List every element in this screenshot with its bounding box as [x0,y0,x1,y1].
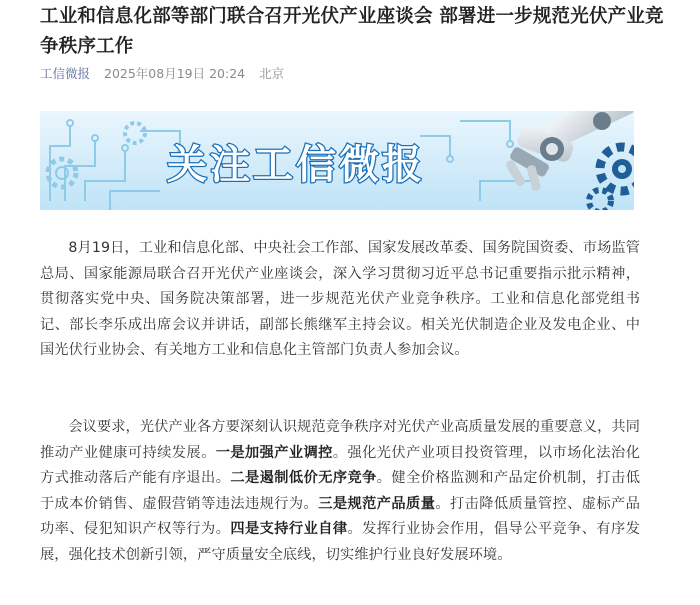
publish-date: 2025年08月19日 20:24 [104,66,246,81]
paragraph-text: 。健全价格监测和产品定价机制，打击低于成本价销售、虚假营销等违法违规行为。 [40,470,640,512]
paragraph-text: 。发挥行业协会作用，倡导公平竞争、有序发展，强化技术创新引领，严守质量安全底线，切实维护行业良好发展环境。 [40,521,640,563]
emphasis-text: 四是支持行业自律 [230,521,348,537]
emphasis-text: 二是遏制低价无序竞争 [230,470,377,486]
banner-graphic [40,111,634,210]
publish-location: 北京 [259,66,285,81]
paragraph-text: 会议要求，光伏产业各方要深刻认识规范竞争秩序对光伏产业高质量发展的重要意义，共同推动产业健康可持续发展。 [40,419,640,461]
paragraph-2 [40,415,640,568]
paragraph-text: 8月19日，工业和信息化部、中央社会工作部、国家发展改革委、国务院国资委、市场监管总局、国家能源局联合召开光伏产业座谈会，深入学习贯彻习近平总书记重要指示批示精神，贯彻落实党中央、国务院决策部署，进一步规范光伏产业竞争秩序。工业和信息化部党组书记、部长李乐成出席会议并讲话，副部长熊继军主持会议。相关光伏制造企业及发电企业、中国光伏行业协会、有关地方工业和信息化主管部门负责人参加会议。 [40,240,640,358]
banner-image [40,111,634,210]
article-title: 工业和信息化部等部门联合召开光伏产业座谈会 部署进一步规范光伏产业竞争秩序工作 [40,6,664,57]
paragraph-1 [40,236,640,364]
paragraph-text: 。强化光伏产业项目投资管理，以市场化法治化方式推动落后产能有序退出。 [40,444,640,486]
account-link[interactable]: 工信微报 [40,66,91,81]
emphasis-text: 三是规范产品质量 [318,495,436,512]
emphasis-text: 一是加强产业调控 [215,444,333,461]
paragraph-text: 。打击降低质量管控、虚标产品功率、侵犯知识产权等行为。 [40,495,640,537]
article-meta [40,64,294,84]
banner-title: 关注工信微报 [167,142,425,188]
